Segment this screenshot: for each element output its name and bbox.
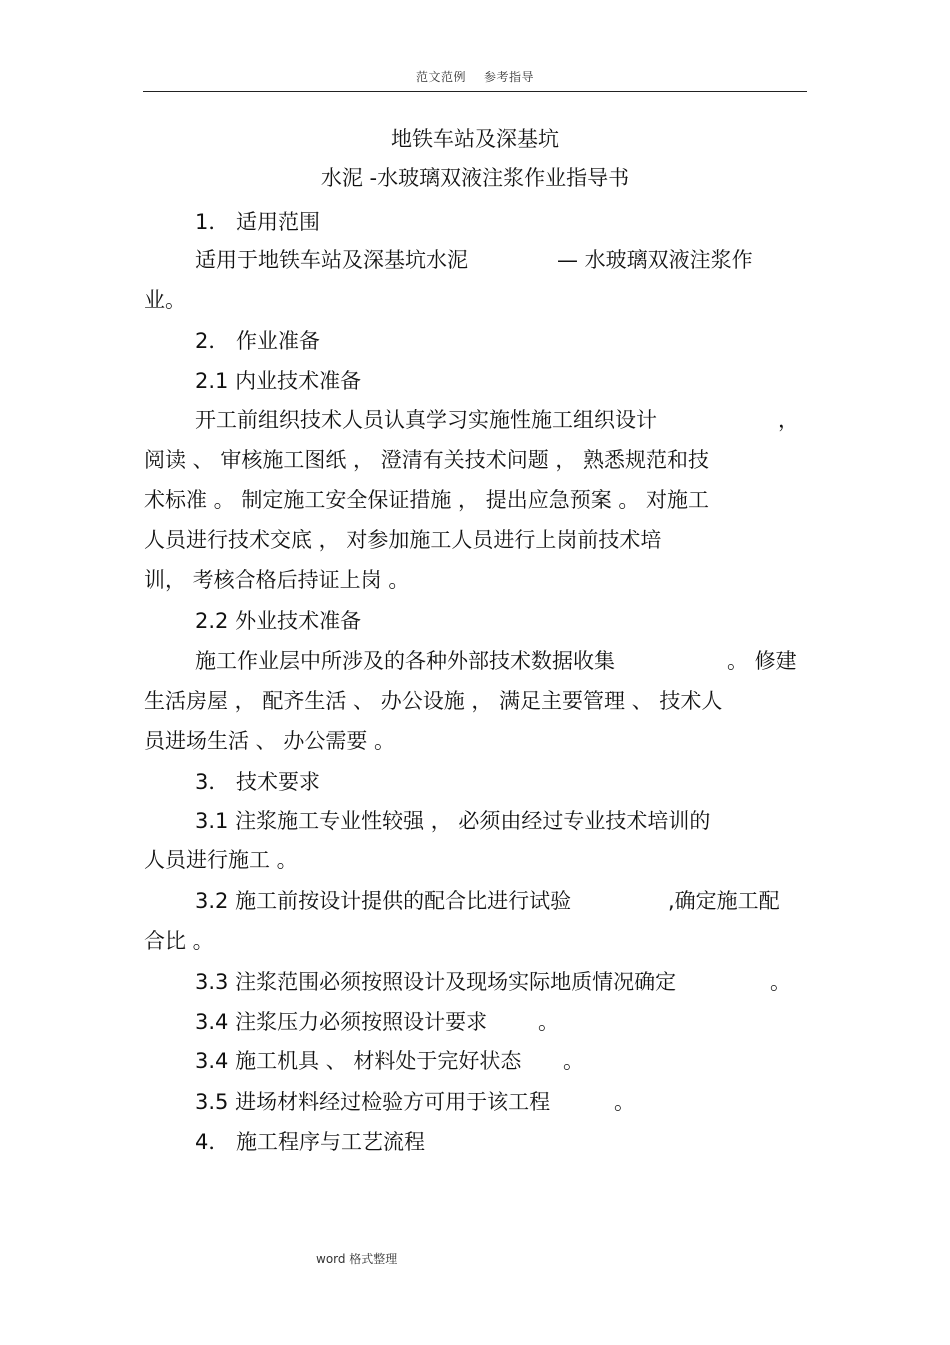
section-1-text-a: 适用于地铁车站及深基坑水泥 <box>195 248 468 272</box>
page-header <box>0 68 950 85</box>
section-3-heading: 3． 技术要求 <box>195 770 321 794</box>
section-2-heading: 2． 作业准备 <box>195 329 321 353</box>
item-3-4-equipment-period: 。 <box>563 1049 584 1073</box>
header-divider <box>143 91 807 92</box>
section-1-text-b: — 水玻璃双液注浆作 <box>557 248 753 272</box>
item-3-3-period: 。 <box>770 970 791 994</box>
section-2-2-line1-b: 。 修建 <box>727 649 797 673</box>
item-3-4-equipment-text: 3.4 施工机具 、 材料处于完好状态 <box>195 1049 522 1073</box>
document-title-line2: 水泥 -水玻璃双液注浆作业指导书 <box>320 166 630 190</box>
section-1-heading: 1． 适用范围 <box>195 210 321 234</box>
item-3-3-text: 3.3 注浆范围必须按照设计及现场实际地质情况确定 <box>195 970 677 994</box>
section-2-2-heading: 2.2 外业技术准备 <box>195 609 362 633</box>
section-2-1-line1-a: 开工前组织技术人员认真学习实施性施工组织设计 <box>195 408 657 432</box>
item-3-4-pressure-text: 3.4 注浆压力必须按照设计要求 <box>195 1010 488 1034</box>
section-2-2-line1-a: 施工作业层中所涉及的各种外部技术数据收集 <box>195 649 615 673</box>
section-4-heading: 4． 施工程序与工艺流程 <box>195 1130 426 1154</box>
item-3-5-text: 3.5 进场材料经过检验方可用于该工程 <box>195 1090 551 1114</box>
section-2-2-line2: 生活房屋 ， 配齐生活 、 办公设施 ， 满足主要管理 、 技术人 <box>144 689 723 713</box>
item-3-2-line2: 合比 。 <box>144 929 214 953</box>
section-2-1-line1-b: ， <box>778 408 799 432</box>
header-right-text: 参考指导 <box>484 70 535 84</box>
item-3-1-line1: 3.1 注浆施工专业性较强 ， 必须由经过专业技术培训的 <box>195 809 711 833</box>
section-2-1-line3: 术标准 。 制定施工安全保证措施 ， 提出应急预案 。 对施工 <box>144 488 710 512</box>
section-2-1-line4: 人员进行技术交底 ， 对参加施工人员进行上岗前技术培 <box>144 528 662 552</box>
section-2-1-line2: 阅读 、 审核施工图纸 ， 澄清有关技术问题 ， 熟悉规范和技 <box>144 448 710 472</box>
item-3-2-line1-b: ,确定施工配 <box>668 889 780 913</box>
document-title-line1: 地铁车站及深基坑 <box>391 127 559 151</box>
section-2-1-heading: 2.1 内业技术准备 <box>195 369 362 393</box>
item-3-5-period: 。 <box>614 1090 635 1114</box>
section-2-1-line5: 训， 考核合格后持证上岗 。 <box>144 568 410 592</box>
item-3-2-line1-a: 3.2 施工前按设计提供的配合比进行试验 <box>195 889 572 913</box>
item-3-1-line2: 人员进行施工 。 <box>144 848 298 872</box>
item-3-4-pressure-period: 。 <box>538 1010 559 1034</box>
header-left-text: 范文范例 <box>415 70 466 84</box>
section-1-text-c: 业。 <box>144 288 186 312</box>
section-2-2-line3: 员进场生活 、 办公需要 。 <box>144 729 396 753</box>
page-footer: word 格式整理 <box>316 1252 398 1266</box>
